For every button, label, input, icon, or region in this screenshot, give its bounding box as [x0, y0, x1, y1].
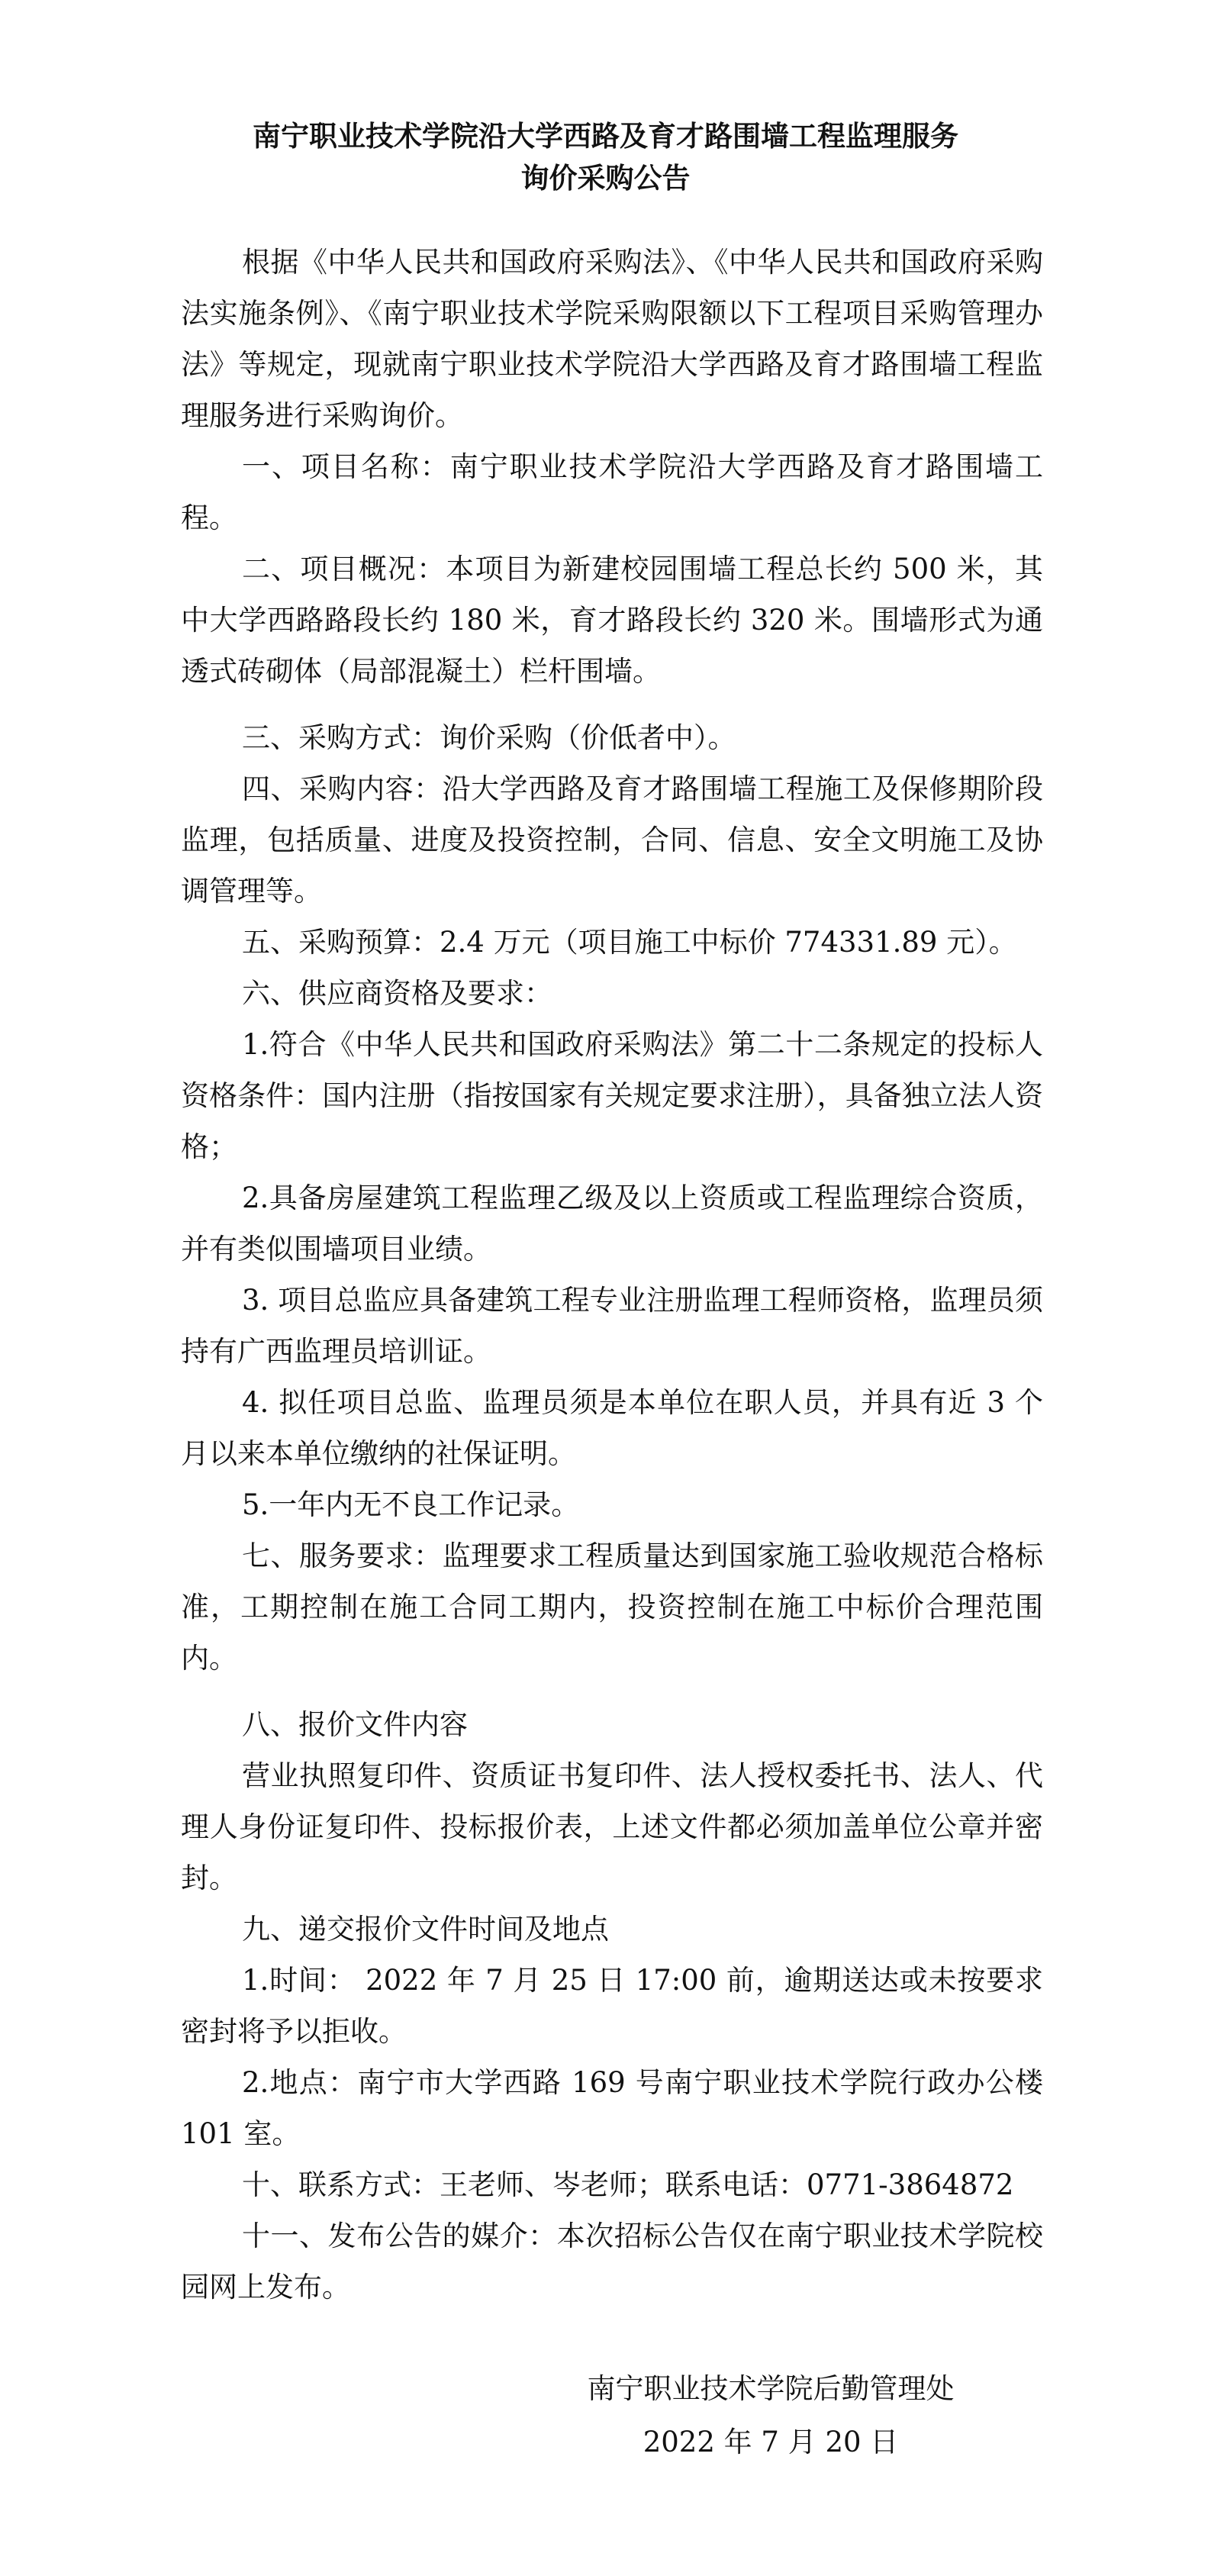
paragraph-budget: 五、采购预算：2.4 万元（项目施工中标价 774331.89 元）。 [242, 926, 1017, 959]
paragraph-submission-time: 1.时间： 2022 年 7 月 25 日 17:00 前，逾期送达或未按要求密封将予以拒收。 [181, 1964, 1043, 2048]
paragraph-qualification-1: 1.符合《中华人民共和国政府采购法》第二十二条规定的投标人资格条件：国内注册（指按国家有关规定要求注册），具备独立法人资格； [181, 1028, 1043, 1163]
paragraph-qualification-3: 3. 项目总监应具备建筑工程专业注册监理工程师资格，监理员须持有广西监理员培训证。 [181, 1284, 1043, 1368]
paragraph-publication-media: 十一、发布公告的媒介：本次招标公告仅在南宁职业技术学院校园网上发布。 [181, 2220, 1043, 2304]
issue-date: 2022 年 7 月 20 日 [643, 2426, 899, 2458]
paragraph-project-name: 一、项目名称：南宁职业技术学院沿大学西路及育才路围墙工程。 [181, 450, 1043, 534]
paragraph-intro: 根据《中华人民共和国政府采购法》、《中华人民共和国政府采购法实施条例》、《南宁职业技术学院采购限额以下工程项目采购管理办法》等规定，现就南宁职业技术学院沿大学西路及育才路围墙工程监理服务进行采购询价。 [181, 246, 1043, 432]
spacer [181, 1684, 1043, 1699]
paragraph-qualification-4: 4. 拟任项目总监、监理员须是本单位在职人员，并具有近 3 个月以来本单位缴纳的社保证明。 [181, 1386, 1043, 1470]
spacer [181, 697, 1043, 712]
paragraph-qualification-5: 5.一年内无不良工作记录。 [242, 1488, 580, 1521]
paragraph-procurement-method: 三、采购方式：询价采购（价低者中）。 [242, 721, 736, 754]
paragraph-qualification-2: 2.具备房屋建筑工程监理乙级及以上资质或工程监理综合资质，并有类似围墙项目业绩。 [181, 1182, 1043, 1265]
paragraph-procurement-content: 四、采购内容：沿大学西路及育才路围墙工程施工及保修期阶段监理，包括质量、进度及投资控制，合同、信息、安全文明施工及协调管理等。 [181, 772, 1043, 908]
page-title-line-1: 南宁职业技术学院沿大学西路及育才路围墙工程监理服务 [253, 119, 958, 153]
signature-block [527, 2362, 1015, 2469]
paragraph-submission-heading: 九、递交报价文件时间及地点 [242, 1913, 609, 1946]
paragraph-supplier-qualification-heading: 六、供应商资格及要求： [242, 977, 552, 1010]
paragraph-quote-documents: 营业执照复印件、资质证书复印件、法人授权委托书、法人、代理人身份证复印件、投标报价表，上述文件都必须加盖单位公章并密封。 [181, 1759, 1043, 1894]
paragraph-submission-location: 2.地点：南宁市大学西路 169 号南宁职业技术学院行政办公楼 101 室。 [181, 2066, 1043, 2150]
paragraph-project-overview: 二、项目概况：本项目为新建校园围墙工程总长约 500 米，其中大学西路路段长约 180 米，育才路段长约 320 米。围墙形式为通透式砖砌体（局部混凝土）栏杆围墙。 [181, 553, 1043, 688]
page-title-line-2: 询价采购公告 [520, 161, 691, 195]
paragraph-quote-documents-heading: 八、报价文件内容 [242, 1708, 468, 1741]
issuer-name: 南宁职业技术学院后勤管理处 [587, 2372, 955, 2405]
paragraph-contact: 十、联系方式：王老师、岑老师；联系电话：0771-3864872 [242, 2168, 1014, 2201]
paragraph-service-requirements: 七、服务要求：监理要求工程质量达到国家施工验收规范合格标准，工期控制在施工合同工期内，投资控制在施工中标价合理范围内。 [181, 1539, 1043, 1675]
announcement-body [181, 237, 1043, 2313]
